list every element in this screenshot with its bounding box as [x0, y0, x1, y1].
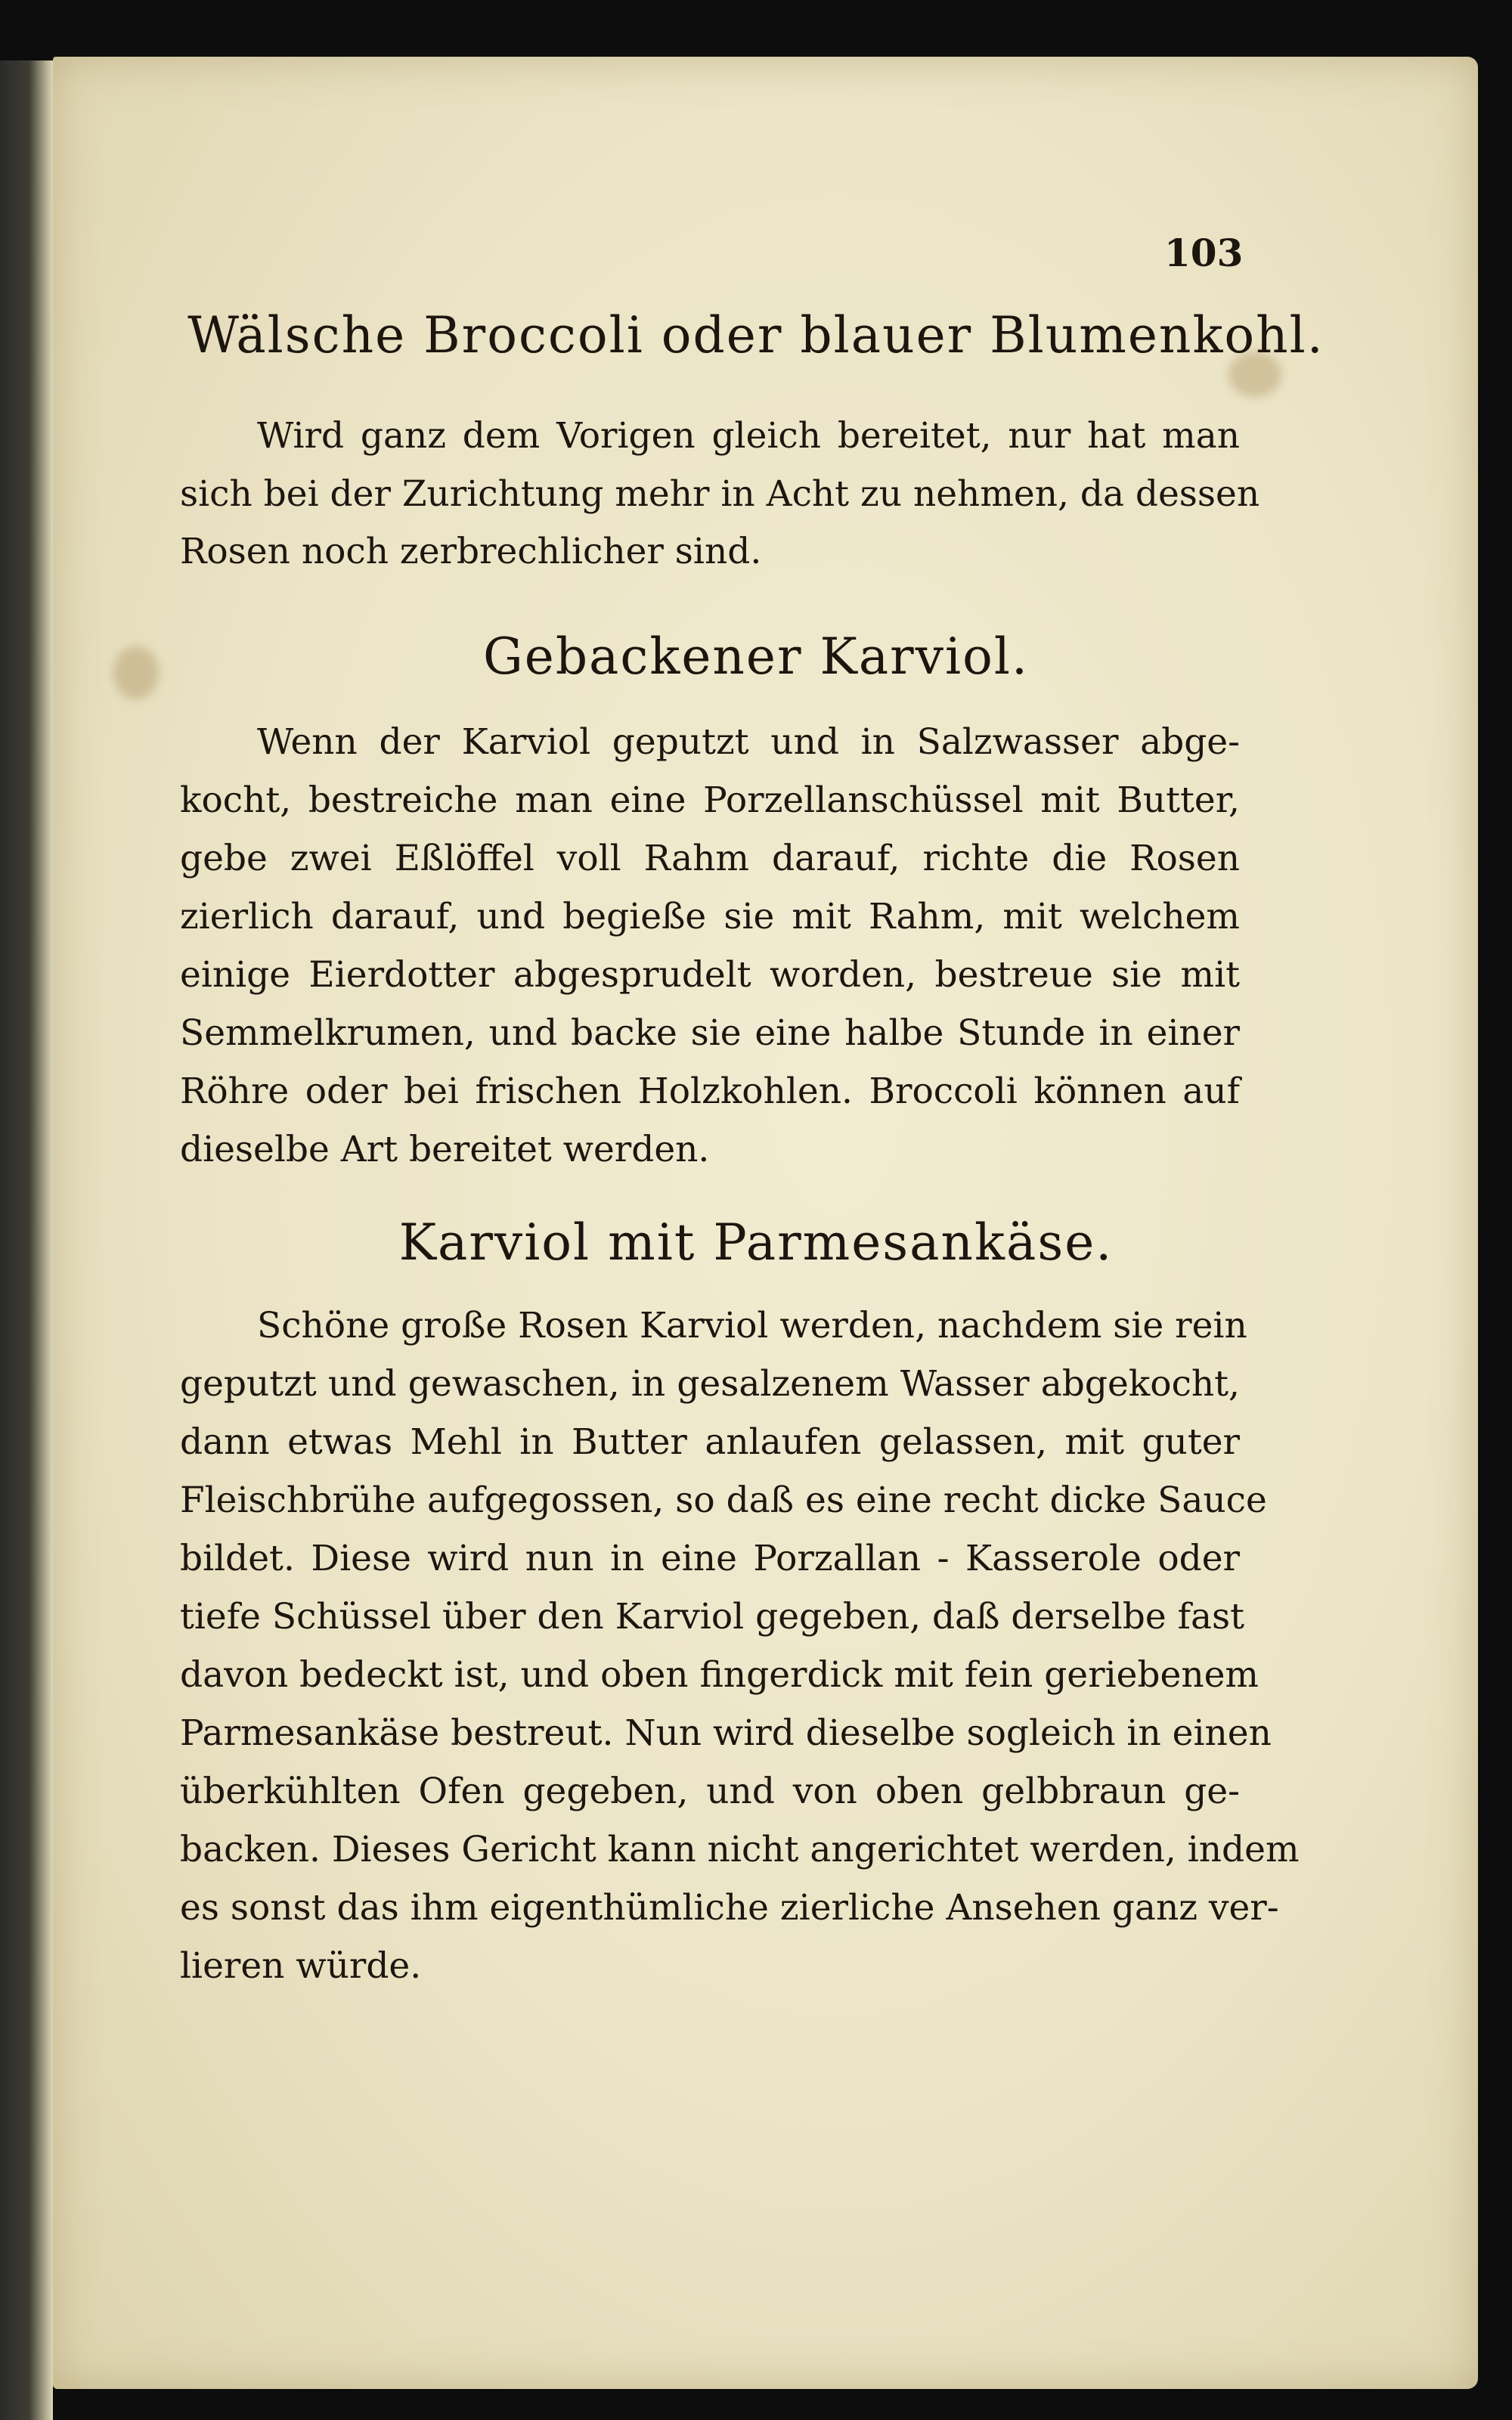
text-line: lieren würde. [180, 1945, 422, 1987]
text-line: sich bei der Zurichtung mehr in Acht zu nehmen, da dessen [180, 473, 1260, 515]
text-line: davon bedeckt ist, und oben fingerdick mit fein geriebenem [180, 1654, 1259, 1696]
text-line: Röhre oder bei frischen Holzkohlen. Broccoli können auf [180, 1071, 1240, 1112]
text-line: bildet. Diese wird nun in eine Porzallan - Kasserole oder [180, 1538, 1240, 1579]
text-line: Wenn der Karviol geputzt und in Salzwasser abge- [257, 721, 1240, 763]
section-heading: Wälsche Broccoli oder blauer Blumenkohl. [187, 306, 1325, 364]
text-line: es sonst das ihm eigenthümliche zierliche Ansehen ganz ver- [180, 1887, 1279, 1929]
text-line: geputzt und gewaschen, in gesalzenem Wasser abgekocht, [180, 1363, 1240, 1405]
text-line: Semmelkrumen, und backe sie eine halbe Stunde in einer [180, 1012, 1240, 1054]
text-line: kocht, bestreiche man eine Porzellanschüssel mit Butter, [180, 779, 1240, 821]
text-line: dieselbe Art bereitet werden. [180, 1129, 710, 1170]
section-heading: Karviol mit Parmesankäse. [398, 1213, 1114, 1272]
text-line: backen. Dieses Gericht kann nicht angerichtet werden, indem [180, 1829, 1300, 1870]
text-line: zierlich darauf, und begieße sie mit Rahm, mit welchem [180, 896, 1240, 937]
text-line: dann etwas Mehl in Butter anlaufen gelassen, mit guter [180, 1421, 1240, 1463]
text-line: Rosen noch zerbrechlicher sind. [180, 531, 762, 572]
text-line: tiefe Schüssel über den Karviol gegeben, daß derselbe fast [180, 1596, 1245, 1638]
text-line: Parmesankäse bestreut. Nun wird dieselbe sogleich in einen [180, 1712, 1272, 1754]
text-line: überkühlten Ofen gegeben, und von oben gelbbraun ge- [180, 1771, 1240, 1812]
page-number: 103 [1164, 231, 1244, 275]
text-line: gebe zwei Eßlöffel voll Rahm darauf, richte die Rosen [180, 838, 1240, 879]
text-line: einige Eierdotter abgesprudelt worden, bestreue sie mit [180, 954, 1240, 996]
section-heading: Gebackener Karviol. [483, 627, 1029, 686]
text-line: Fleischbrühe aufgegossen, so daß es eine recht dicke Sauce [180, 1480, 1267, 1521]
text-line: Wird ganz dem Vorigen gleich bereitet, nur hat man [257, 415, 1240, 457]
text-line: Schöne große Rosen Karviol werden, nachdem sie rein [257, 1305, 1247, 1346]
